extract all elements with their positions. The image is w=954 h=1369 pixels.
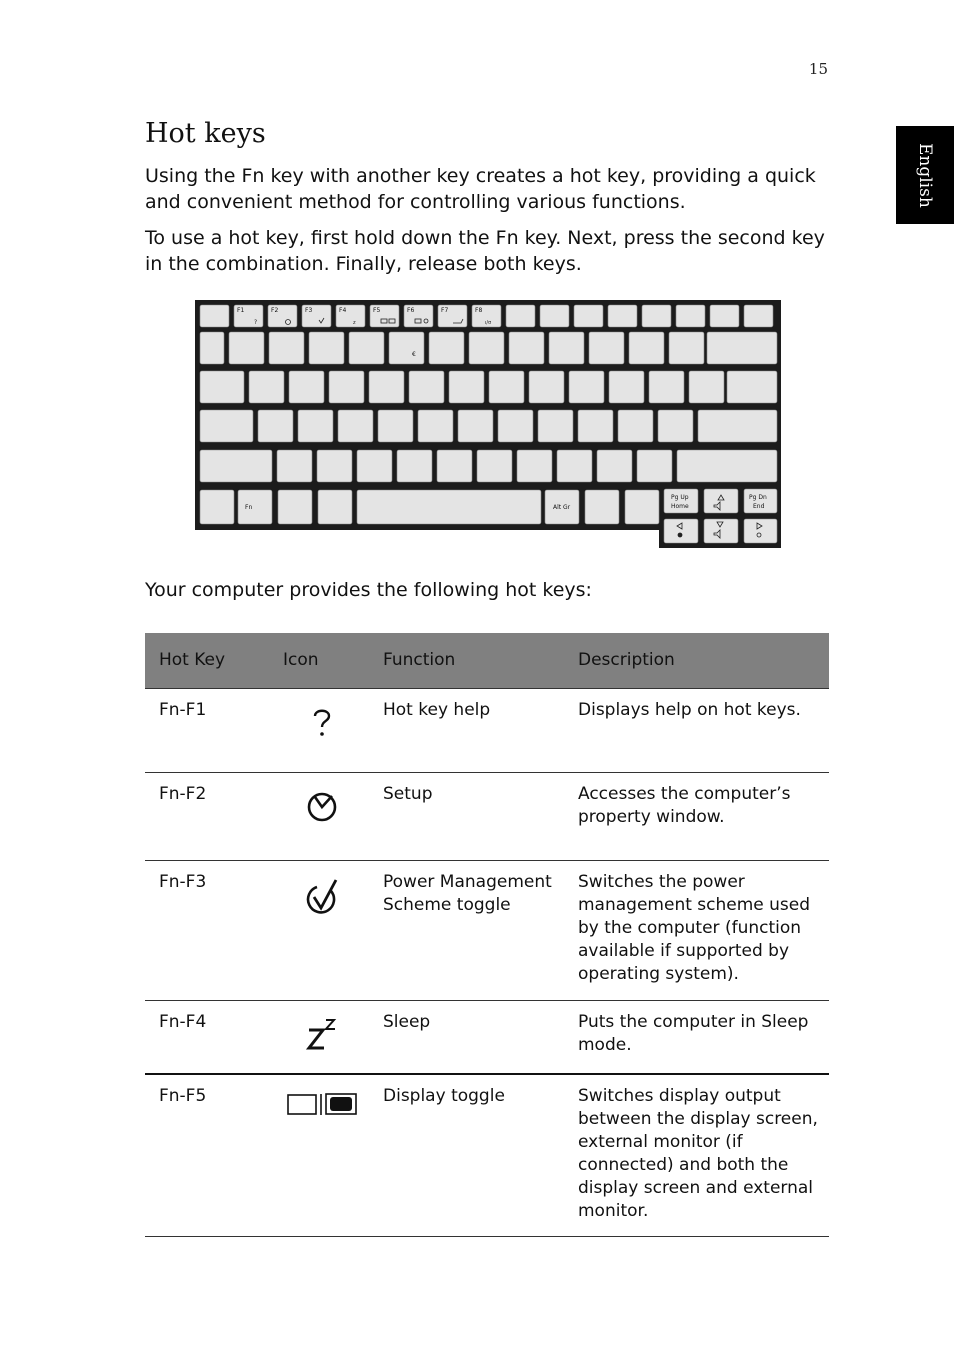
keyboard-key [458, 410, 493, 442]
keyboard-key [369, 371, 404, 403]
keyboard-key [418, 410, 453, 442]
keyboard-key [549, 332, 584, 364]
keyboard-key [689, 371, 724, 403]
keyboard-key [318, 490, 352, 524]
keyboard-key [349, 332, 384, 364]
keyboard-key [200, 450, 272, 482]
setup-icon [305, 789, 339, 823]
f1-label: F1 [237, 307, 245, 314]
table-row [145, 1074, 829, 1237]
keyboard-key [498, 410, 533, 442]
keyboard-key [625, 490, 659, 524]
keyboard-key [618, 410, 653, 442]
keyboard-key [338, 410, 373, 442]
keyboard-key [409, 371, 444, 403]
keyboard-key [429, 332, 464, 364]
section-title: Hot keys [145, 118, 266, 149]
function-cell: Hot key help [369, 689, 564, 773]
f3-label: F3 [305, 307, 313, 314]
power-management-icon [305, 877, 339, 917]
euro-label: € [412, 351, 416, 358]
question-mark-icon [307, 705, 337, 739]
function-cell: Setup [369, 773, 564, 861]
keyboard-key [437, 450, 472, 482]
hot-key-cell: Fn-F3 [145, 861, 269, 1001]
keyboard-key [589, 332, 624, 364]
keyboard-key [609, 371, 644, 403]
display-toggle-icon [286, 1091, 358, 1117]
intro-1-after: key with another key creates a hot key, providing a quick and convenient method for controlling various functions. [145, 165, 816, 213]
hot-key-cell: Fn-F1 [145, 689, 269, 773]
description-cell: Accesses the computer’s property window. [564, 773, 829, 861]
svg-text:ı/ʊ: ı/ʊ [485, 320, 492, 326]
keyboard-key [298, 410, 333, 442]
svg-text:?: ? [254, 319, 258, 326]
hot-key-cell: Fn-F4 [145, 1001, 269, 1075]
keyboard-key [637, 450, 672, 482]
keyboard-key [676, 305, 705, 327]
f4-label: F4 [339, 307, 347, 314]
keyboard-key [538, 410, 573, 442]
keyboard-key [200, 371, 244, 403]
keyboard-key [389, 332, 424, 364]
keyboard-key [269, 332, 304, 364]
keyboard-key [258, 410, 293, 442]
keyboard-key [664, 519, 698, 543]
svg-text:z: z [353, 320, 356, 326]
language-tab-label: English [915, 142, 935, 208]
keyboard-key [200, 490, 234, 524]
keyboard-key [540, 305, 569, 327]
keyboard-key [249, 371, 284, 403]
keyboard-key [707, 332, 777, 364]
keyboard-key [317, 450, 352, 482]
keyboard-key [378, 410, 413, 442]
end-label: End [753, 503, 765, 510]
keyboard-key [506, 305, 535, 327]
home-label: Home [671, 503, 689, 510]
keyboard-key [704, 519, 738, 543]
table-header-row [145, 633, 829, 689]
keyboard-key [278, 490, 312, 524]
hot-key-cell: Fn-F2 [145, 773, 269, 861]
header-description: Description [564, 633, 829, 689]
pg-dn-label: Pg Dn [749, 494, 767, 501]
keyboard-key [585, 490, 619, 524]
fn-keyword: Fn [495, 227, 519, 249]
keyboard-key [727, 371, 777, 403]
keyboard-key [449, 371, 484, 403]
keyboard-key [608, 305, 637, 327]
keyboard-key [677, 450, 777, 482]
fn-keyword: Fn [241, 165, 265, 187]
keyboard-key [200, 410, 253, 442]
keyboard-key [489, 371, 524, 403]
keyboard-key [517, 450, 552, 482]
keyboard-key [477, 450, 512, 482]
keyboard-key [329, 371, 364, 403]
keyboard-key [277, 450, 312, 482]
intro-paragraph-1 [145, 164, 835, 215]
keyboard-illustration [193, 298, 783, 550]
f6-label: F6 [407, 307, 415, 314]
intro-1-before: Using the [145, 165, 242, 187]
keyboard-key [289, 371, 324, 403]
keyboard-key [357, 450, 392, 482]
keyboard-key [710, 305, 739, 327]
fn-label: Fn [245, 504, 253, 511]
description-cell: Displays help on hot keys. [564, 689, 829, 773]
keyboard-key [469, 332, 504, 364]
table-row [145, 861, 829, 1001]
keyboard-key [658, 410, 693, 442]
keyboard-key [557, 450, 592, 482]
intro-paragraph-2 [145, 226, 835, 277]
keyboard-key [529, 371, 564, 403]
header-icon: Icon [269, 633, 369, 689]
keyboard-key [229, 332, 264, 364]
f2-label: F2 [271, 307, 279, 314]
hot-keys-table [145, 633, 829, 1237]
keyboard-key [744, 305, 773, 327]
hot-key-cell: Fn-F5 [145, 1074, 269, 1237]
keyboard-key [698, 410, 777, 442]
table-row [145, 1001, 829, 1075]
keyboard-key [574, 305, 603, 327]
header-function: Function [369, 633, 564, 689]
table-row [145, 773, 829, 861]
f7-label: F7 [441, 307, 449, 314]
function-cell: Display toggle [369, 1074, 564, 1237]
keyboard-key [357, 490, 541, 524]
function-cell: Power Management Scheme toggle [369, 861, 564, 1001]
sleep-icon [305, 1017, 339, 1053]
pg-up-label: Pg Up [671, 494, 689, 501]
page-number: 15 [808, 60, 828, 78]
table-intro: Your computer provides the following hot keys: [145, 579, 592, 601]
table-row [145, 689, 829, 773]
keyboard-key [629, 332, 664, 364]
keyboard-key [744, 519, 777, 543]
header-hot-key: Hot Key [145, 633, 269, 689]
function-cell: Sleep [369, 1001, 564, 1075]
keyboard-key [578, 410, 613, 442]
f8-label: F8 [475, 307, 483, 314]
keyboard-key [200, 332, 224, 364]
keyboard-key [397, 450, 432, 482]
keyboard-key [597, 450, 632, 482]
f5-label: F5 [373, 307, 381, 314]
keyboard-key [649, 371, 684, 403]
description-cell: Puts the computer in Sleep mode. [564, 1001, 829, 1075]
intro-2-after: key. Next, press the second key in the combination. Finally, release both keys. [145, 227, 825, 275]
keyboard-key [509, 332, 544, 364]
alt-gr-label: Alt Gr [553, 504, 571, 511]
keyboard-key [200, 305, 229, 327]
keyboard-key [569, 371, 604, 403]
keyboard-key [704, 489, 738, 513]
keyboard-key [309, 332, 344, 364]
intro-2-before: To use a hot key, first hold down the [145, 227, 496, 249]
language-tab [896, 126, 954, 224]
description-cell: Switches display output between the display screen, external monitor (if connected) and both the display screen and external monitor. [564, 1074, 829, 1237]
keyboard-key [238, 490, 272, 524]
description-cell: Switches the power management scheme used by the computer (function available if supported by operating system). [564, 861, 829, 1001]
keyboard-key [642, 305, 671, 327]
keyboard-key [669, 332, 704, 364]
